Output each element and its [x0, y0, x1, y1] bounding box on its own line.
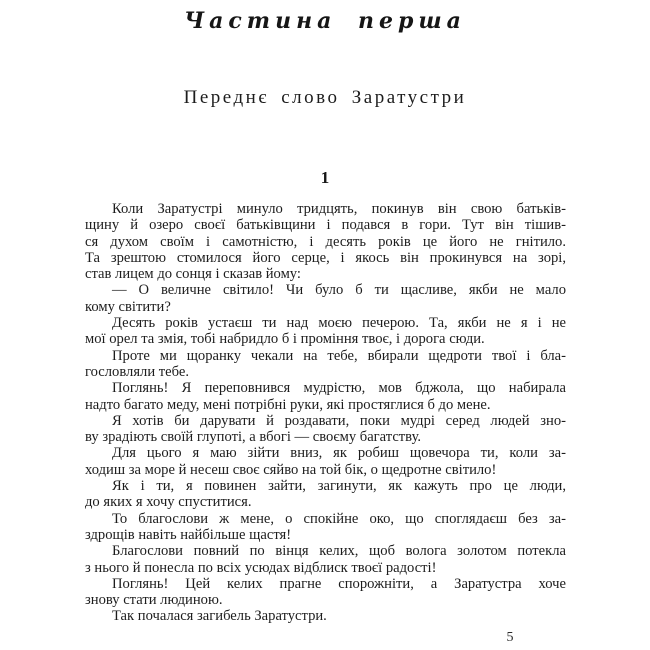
text-line: То благослови ж мене, о спокійне око, що споглядаєш без за-: [112, 510, 566, 527]
text-line: знову стати людиною.: [85, 592, 223, 609]
text-line: гословляли тебе.: [85, 363, 189, 380]
text-line: Для цього я маю зійти вниз, як робиш щовечора ти, коли за-: [112, 445, 566, 462]
paragraph: [85, 543, 566, 576]
paragraph: [85, 445, 566, 478]
text-line: Так почалася загибель Заратустри.: [112, 608, 327, 625]
text-line: Поглянь! Я переповнився мудрістю, мов бджола, що набирала: [112, 380, 566, 397]
paragraph: [85, 608, 566, 624]
paragraph: [85, 380, 566, 413]
part-title: Частина перша: [184, 8, 466, 34]
text-line: до яких я хочу спуститися.: [85, 494, 252, 511]
text-line: щину й озеро своєї батьківщини і подався в гори. Тут він тішив-: [85, 217, 566, 234]
text-line: ся духом своїм і самотністю, і десять років це його не гнітило.: [85, 233, 566, 250]
paragraph: [85, 413, 566, 446]
text-line: став лицем до сонця і сказав йому:: [85, 266, 301, 283]
page-number: 5: [506, 630, 514, 645]
text-line: Благослови повний по вінця келих, щоб волога золотом потекла: [112, 543, 566, 560]
paragraph: [85, 511, 566, 544]
text-line: здрощів навіть найбільше щастя!: [85, 526, 292, 543]
text-line: ходиш за море й несеш своє сяйво на той бік, о щедротне світило!: [85, 461, 497, 478]
text-line: кому світити?: [85, 298, 171, 315]
text-line: з нього й понесла по всіх усюдах відблиск твоєї радості!: [85, 559, 437, 576]
text-line: надто багато меду, мені потрібні руки, які простяглися б до мене.: [85, 396, 491, 413]
paragraph: [85, 315, 566, 348]
chapter-title: Переднє слово Заратустри: [183, 87, 467, 108]
text-line: Я хотів би дарувати й роздавати, поки мудрі серед людей зно-: [112, 412, 566, 429]
paragraph: [85, 576, 566, 609]
text-line: Як і ти, я повинен зайти, загинути, як кажуть про це люди,: [112, 478, 566, 495]
text-line: — О величне світило! Чи було б ти щасливе, якби не мало: [112, 282, 566, 299]
paragraph: [85, 201, 566, 282]
text-line: Та зрештою стомилося його серце, і якось він прокинувся на зорі,: [85, 249, 566, 266]
paragraph: [85, 478, 566, 511]
text-line: мої орел та змія, тобі набридло б і проміння твоє, і дорога сюди.: [85, 331, 485, 348]
text-line: Десять років устаєш ти над моєю печерою. Та, якби не я і не: [112, 315, 566, 332]
text-line: Коли Заратустрі минуло тридцять, покинув він свою батьків-: [112, 201, 566, 217]
body-text: [85, 201, 566, 625]
text-line: Поглянь! Цей келих прагне спорожніти, а Заратустра хоче: [112, 575, 566, 592]
paragraph: [85, 282, 566, 315]
section-number: 1: [320, 168, 330, 187]
text-line: Проте ми щоранку чекали на тебе, вбирали щедроти твої і бла-: [112, 347, 566, 364]
text-line: ву зрадіють своїй глупоті, а вбогі — своєму багатству.: [85, 429, 422, 446]
paragraph: [85, 348, 566, 381]
